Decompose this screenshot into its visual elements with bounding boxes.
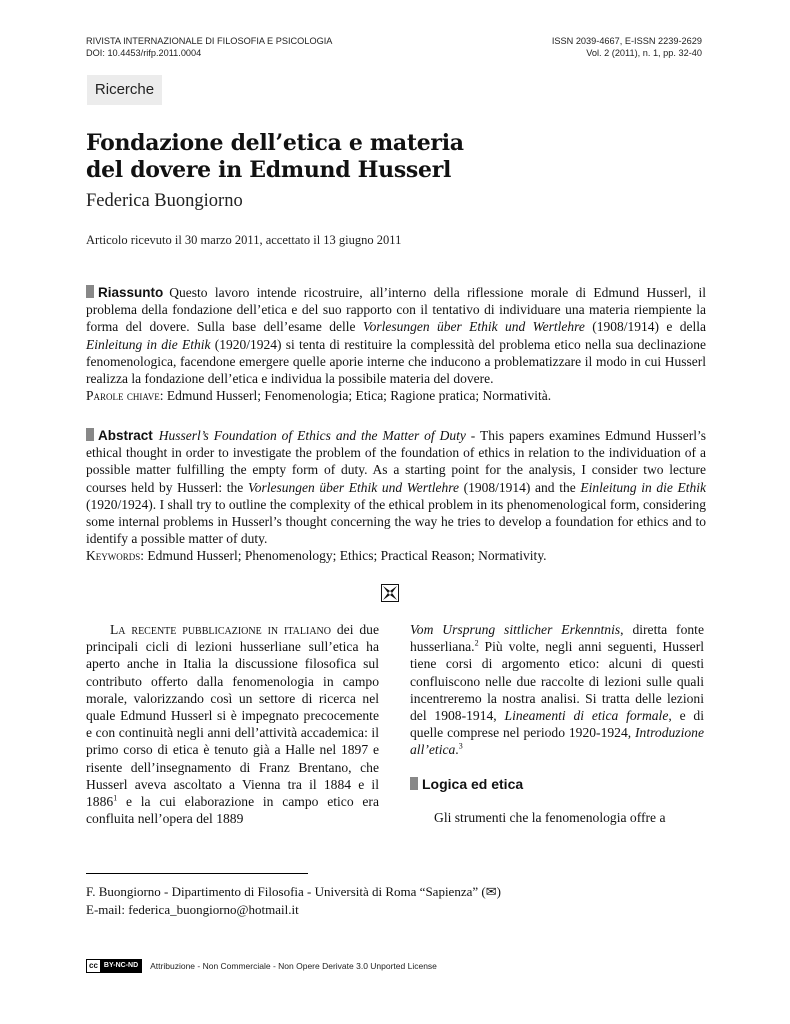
body-text: dei due principali cicli di lezioni husserliane sull’etica ha aperto anche in Italia la discussione filosofica sul contributo offerto dalla fenomenologia in campo morale, valorizzando così un settore di ricerca nel quale Edmund Husserl si è impegnato precocemente e con continuità negli anni dell’attività accademica: il primo corso di etica è tenuto già a Halle nel 1897 e risente dell’insegnamento di Franz Brentano, che Husserl aveva ascoltato a Vienna tra il 1884 e il 1886 [86, 622, 379, 810]
body-text: e la cui elaborazione in campo etico era confluita nell’opera del 1889 [86, 794, 379, 827]
riassunto-work-1: Vorlesungen über Ethik und Wertlehre [362, 319, 585, 335]
journal-header [86, 35, 332, 59]
issn: ISSN 2039-4667, E-ISSN 2239-2629 [551, 36, 702, 46]
footnote-ref-3[interactable]: 3 [458, 741, 463, 751]
footnote-rule [86, 873, 308, 874]
journal-name: RIVISTA INTERNAZIONALE DI FILOSOFIA E PSICOLOGIA [86, 36, 333, 46]
body-work-title: Vom Ursprung sittlicher Erkenntnis [410, 622, 621, 637]
received-date: Articolo ricevuto il 30 marzo 2011, accettato il 13 giugno 2011 [86, 233, 402, 247]
section-heading [410, 775, 704, 793]
body-text: , diretta fonte husserliana. [410, 622, 704, 655]
doi[interactable]: DOI: 10.4453/rifp.2011.0004 [86, 48, 202, 58]
ornament-icon [381, 584, 399, 602]
keywords: Edmund Husserl; Phenomenology; Ethics; Practical Reason; Normativity. [144, 548, 547, 564]
abstract-marker [86, 428, 94, 441]
article-title [86, 130, 464, 184]
body-text: Più volte, negli anni seguenti, Husserl tiene corsi di argomento etico: alcuni di questi confluiscono nelle due raccolte di lezioni sulle quali incentreremo la nostra analisi. Si tratta delle lezioni del 1908-1914, [410, 639, 704, 724]
title-line-1: Fondazione dell’etica e materia [86, 130, 464, 156]
abstract-text: - This papers examines Edmund Husserl’s ethical thought in order to investigate the problem of the foundation of ethics in relation to the individuation of a possible matter fulfilling the empty form of duty. As a starting point for the analysis, I consider two lecture courses held by Husserl: the [86, 428, 706, 495]
abstract-block [86, 427, 706, 565]
body-work-title: Lineamenti di etica formale [504, 708, 669, 724]
cc-terms: BY-NC-ND [101, 960, 141, 972]
affiliation: F. Buongiorno - Dipartimento di Filosofia - Università di Roma “Sapienza” (✉) [86, 884, 501, 899]
footnote-ref-1[interactable]: 1 [113, 793, 118, 803]
title-line-2: del dovere in Edmund Husserl [86, 157, 452, 183]
riassunto-text: Questo lavoro intende ricostruire, all’interno della riflessione morale di Edmund Husserl, il problema della fondazione dell’etica e del suo rapporto con il tentativo di individuare una materia riempiente la forma del dovere. Sulla base dell’esame delle [86, 285, 706, 335]
body-text-continued [410, 621, 704, 759]
author-footnote [86, 883, 501, 918]
riassunto-marker [86, 285, 94, 298]
author-name: Federica Buongiorno [86, 191, 243, 211]
body-work-title: Introduzione all’etica [410, 725, 704, 758]
abstract-label: Abstract [98, 428, 153, 443]
riassunto-label: Riassunto [98, 285, 164, 300]
riassunto-work-2: Einleitung in die Ethik [86, 336, 211, 352]
body-text: . [455, 742, 459, 758]
issue-header [552, 35, 702, 59]
parole-chiave-label: Parole chiave: [86, 388, 164, 404]
email[interactable]: E-mail: federica_buongiorno@hotmail.it [86, 901, 299, 917]
abstract-english-title: Husserl’s Foundation of Ethics and the Matter of Duty [158, 428, 466, 443]
riassunto-text: (1920/1924) si tenta di restituire la complessità del problema etico nella sua declinazione fenomenologica, facendone emergere quelle aporie interne che inducono a problematizzare il modo in cui Husserl realizza la fondazione dell’etica e individua la possibile materia del dovere. [86, 336, 706, 387]
section-marker [410, 777, 418, 790]
section-paragraph: Gli strumenti che la fenomenologia offre a [434, 809, 666, 825]
license [86, 959, 437, 973]
riassunto-block [86, 284, 706, 404]
abstract-work-1: Vorlesungen über Ethik und Wertlehre [247, 479, 460, 495]
abstract-text: (1920/1924). I shall try to outline the complexity of the ethical problem in its phenomenological form, considering some internal problems in Husserl’s thought concerning the way he tries to develop a foundation for ethics and to identify a possible matter of duty. [86, 496, 706, 547]
section-tag: Ricerche [87, 75, 162, 105]
body-column-right [410, 621, 704, 826]
body-text: , e di quelle comprese nel periodo 1920-1924, [410, 708, 704, 741]
cc-logo: cc [87, 960, 101, 972]
cc-license-badge[interactable] [86, 959, 142, 973]
body-column-left [86, 621, 379, 827]
abstract-text: (1908/1914) and the [459, 479, 581, 495]
volume-info: Vol. 2 (2011), n. 1, pp. 32-40 [586, 48, 702, 58]
section-heading-text: Logica ed etica [422, 775, 524, 792]
keywords-label: Keywords: [86, 548, 144, 564]
parole-chiave: Edmund Husserl; Fenomenologia; Etica; Ragione pratica; Normatività. [163, 388, 552, 404]
lead-in: La recente pubblicazione in italiano [110, 622, 331, 637]
license-text: Attribuzione - Non Commerciale - Non Opere Derivate 3.0 Unported License [150, 961, 437, 971]
footnote-ref-2[interactable]: 2 [474, 638, 479, 648]
riassunto-text: (1908/1914) e della [584, 319, 707, 335]
abstract-work-2: Einleitung in die Ethik [580, 479, 706, 495]
